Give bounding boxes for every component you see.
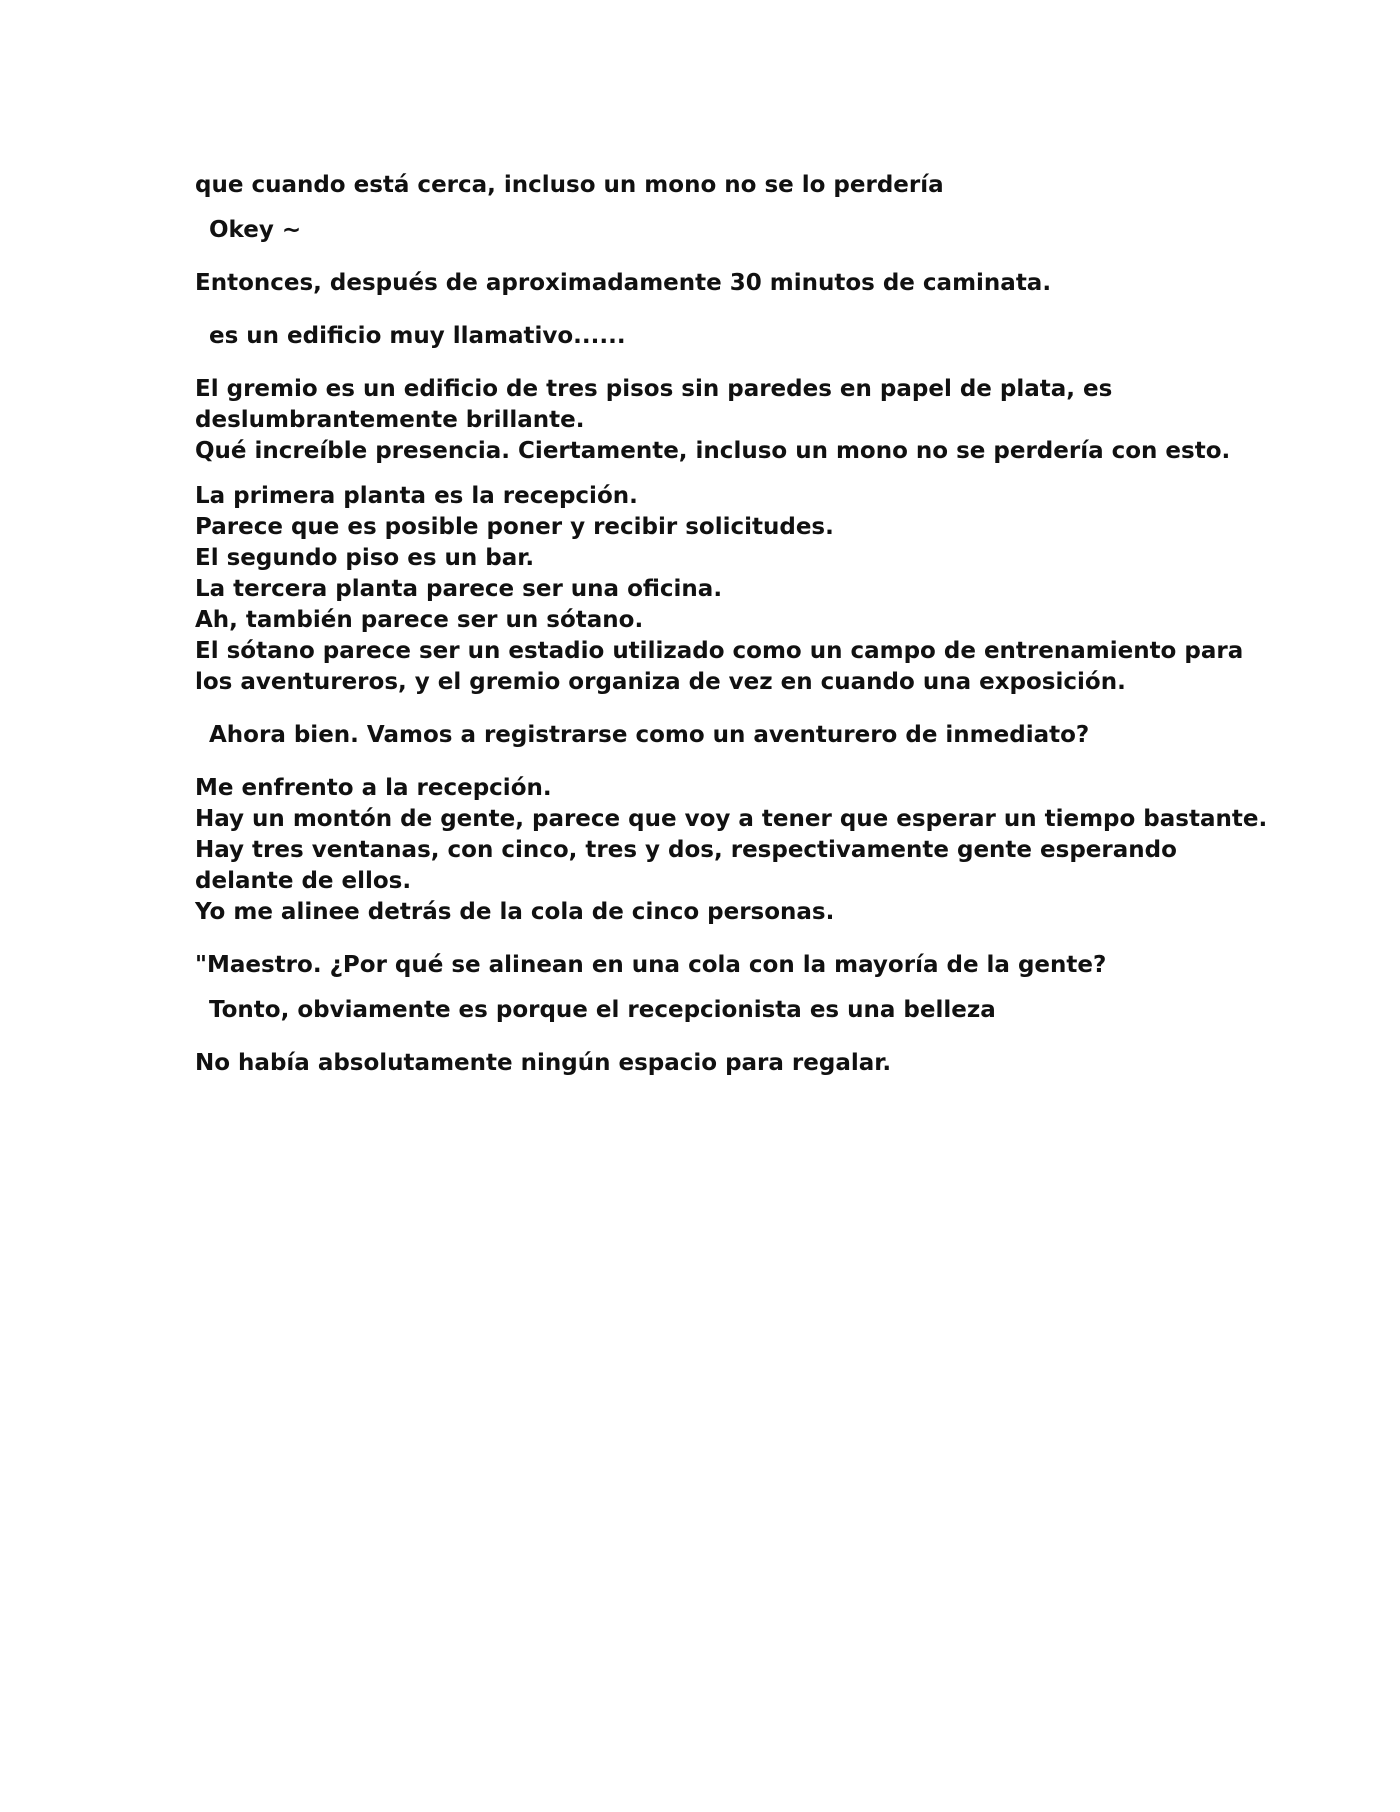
text-line: los aventureros, y el gremio organiza de vez en cuando una exposición. xyxy=(195,669,1126,695)
dialogue-paragraph xyxy=(195,321,1225,352)
text-line: La tercera planta parece ser una oficina. xyxy=(195,576,723,602)
text-line: Qué increíble presencia. Ciertamente, incluso un mono no se perdería con esto. xyxy=(195,438,1231,464)
paragraph xyxy=(195,374,1231,467)
dialogue-paragraph xyxy=(195,215,1225,246)
text-line: Ahora bien. Vamos a registrarse como un aventurero de inmediato? xyxy=(209,722,1090,748)
text-line: La primera planta es la recepción. xyxy=(195,483,638,509)
text-line: que cuando está cerca, incluso un mono no se lo perdería xyxy=(195,172,944,198)
text-line: No había absolutamente ningún espacio para regalar. xyxy=(195,1050,892,1076)
document-body xyxy=(195,170,1268,1079)
paragraph xyxy=(195,170,1225,201)
text-line: Me enfrento a la recepción. xyxy=(195,775,552,801)
paragraph xyxy=(195,481,1244,698)
text-line: es un edificio muy llamativo...... xyxy=(209,323,626,349)
dialogue-paragraph xyxy=(195,950,1225,981)
text-line: El sótano parece ser un estadio utilizado como un campo de entrenamiento para xyxy=(195,638,1244,664)
text-line: Tonto, obviamente es porque el recepcionista es una belleza xyxy=(209,997,996,1023)
text-line: El gremio es un edificio de tres pisos sin paredes en papel de plata, es xyxy=(195,376,1113,402)
text-line: Ah, también parece ser un sótano. xyxy=(195,607,644,633)
text-line: "Maestro. ¿Por qué se alinean en una cola con la mayoría de la gente? xyxy=(195,952,1107,978)
text-line: Entonces, después de aproximadamente 30 minutos de caminata. xyxy=(195,270,1052,296)
text-line: Okey ~ xyxy=(209,217,302,243)
text-line: El segundo piso es un bar. xyxy=(195,545,535,571)
paragraph xyxy=(195,773,1268,928)
text-line: Hay un montón de gente, parece que voy a tener que esperar un tiempo bastante. xyxy=(195,806,1268,832)
text-line: Parece que es posible poner y recibir solicitudes. xyxy=(195,514,834,540)
paragraph xyxy=(195,1048,1225,1079)
text-line: deslumbrantemente brillante. xyxy=(195,407,585,433)
dialogue-paragraph xyxy=(195,995,1225,1026)
text-line: delante de ellos. xyxy=(195,868,412,894)
dialogue-paragraph xyxy=(195,720,1225,751)
text-line: Yo me alinee detrás de la cola de cinco personas. xyxy=(195,899,835,925)
paragraph xyxy=(195,268,1225,299)
text-line: Hay tres ventanas, con cinco, tres y dos, respectivamente gente esperando xyxy=(195,837,1177,863)
